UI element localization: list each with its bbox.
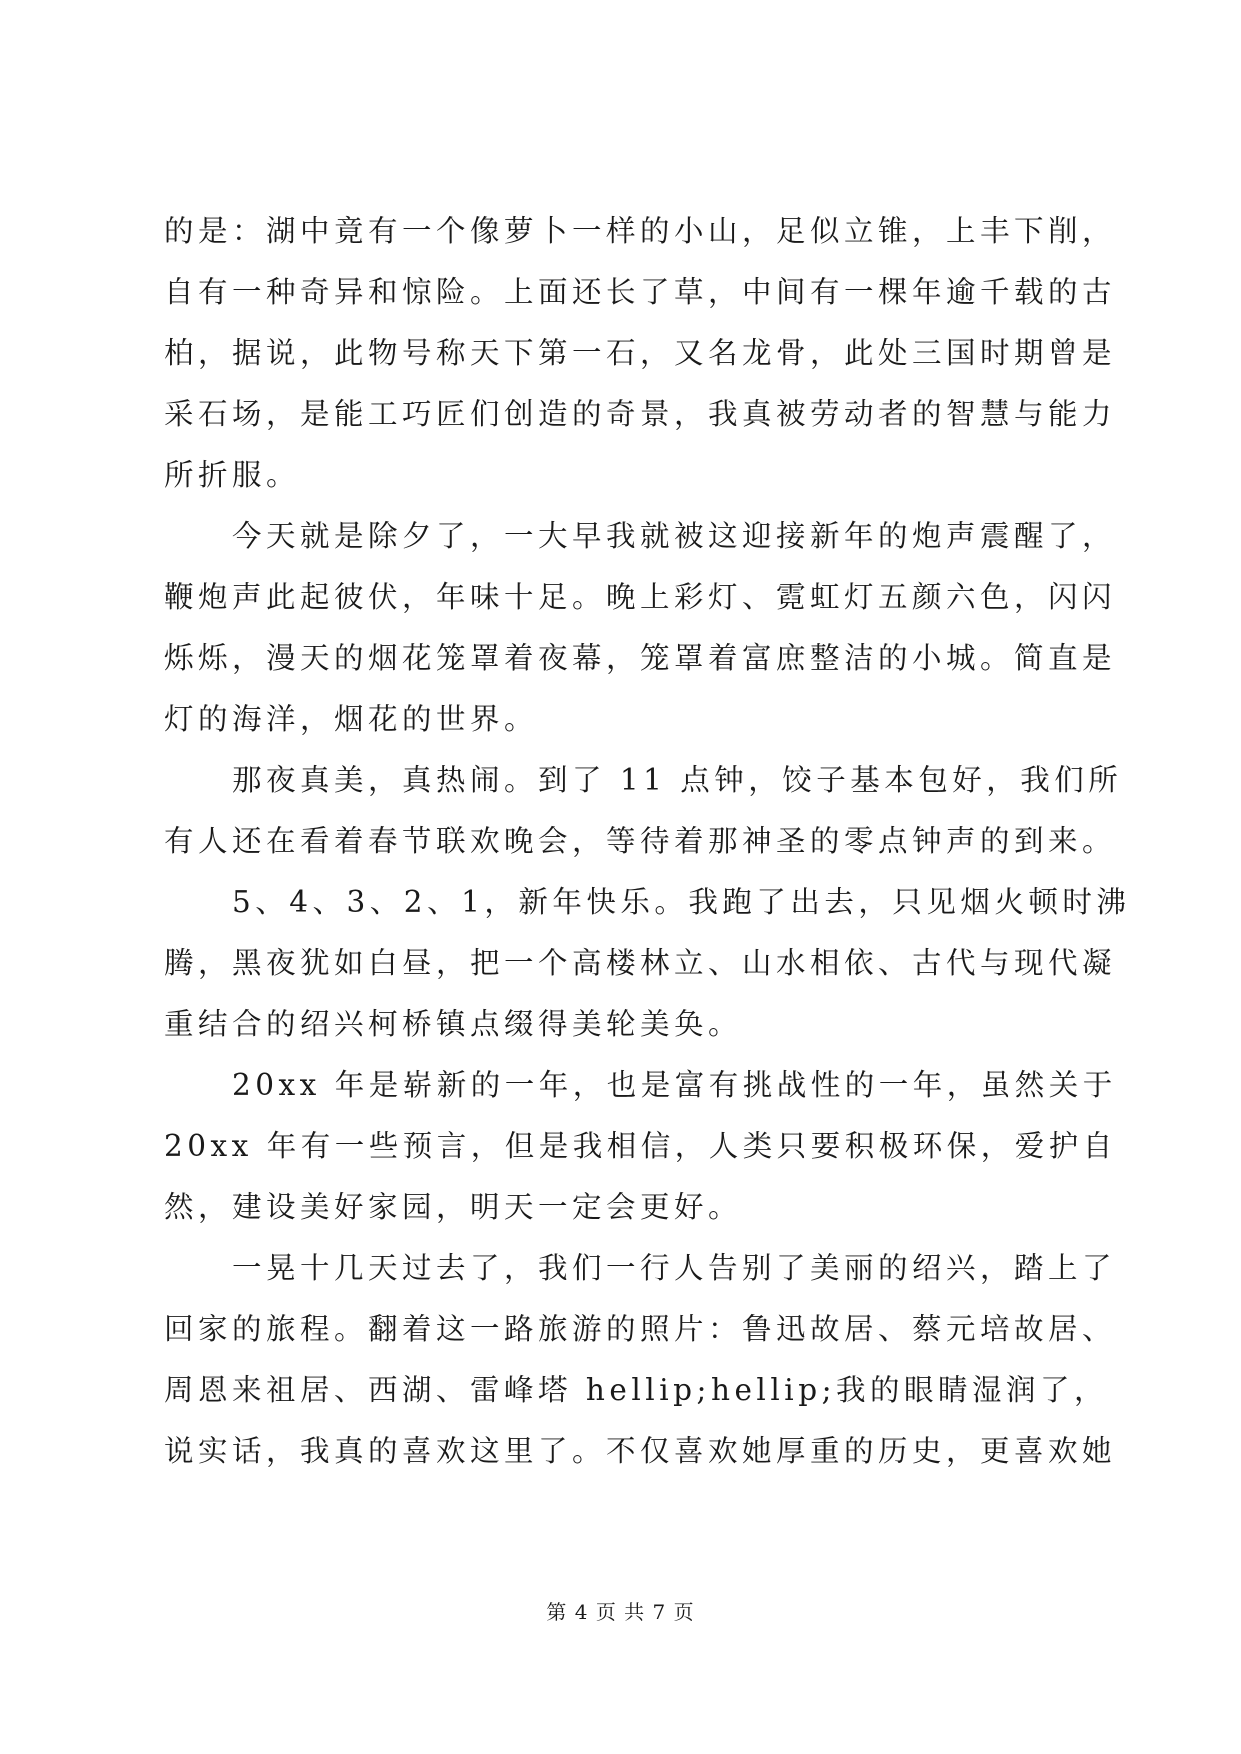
page-number-footer: 第 4 页 共 7 页 [546,1600,695,1624]
text-line: 烁烁，漫天的烟花笼罩着夜幕，笼罩着富庶整洁的小城。简直是 [164,641,1117,675]
text-line: 20xx 年是崭新的一年，也是富有挑战性的一年，虽然关于 [164,1068,1117,1102]
text-line: 腾，黑夜犹如白昼，把一个高楼林立、山水相依、古代与现代凝 [164,946,1117,980]
body-text [164,207,1131,1488]
text-line: 柏，据说，此物号称天下第一石，又名龙骨，此处三国时期曾是 [164,336,1117,370]
text-line: 一晃十几天过去了，我们一行人告别了美丽的绍兴，踏上了 [164,1251,1117,1285]
text-line: 的是：湖中竟有一个像萝卜一样的小山，足似立锥，上丰下削， [164,214,1117,248]
text-line: 5、4、3、2、1，新年快乐。我跑了出去，只见烟火顿时沸 [164,885,1131,919]
text-line: 重结合的绍兴柯桥镇点缀得美轮美奂。 [164,1007,743,1041]
text-line: 采石场，是能工巧匠们创造的奇景，我真被劳动者的智慧与能力 [164,397,1117,431]
text-line: 周恩来祖居、西湖、雷峰塔 hellip;hellip;我的眼睛湿润了， [164,1373,1109,1407]
text-line: 所折服。 [164,458,301,492]
text-line: 那夜真美，真热闹。到了 11 点钟，饺子基本包好，我们所 [164,763,1123,797]
text-line: 然，建设美好家园，明天一定会更好。 [164,1190,743,1224]
text-line: 说实话，我真的喜欢这里了。不仅喜欢她厚重的历史，更喜欢她 [164,1434,1117,1468]
text-line: 自有一种奇异和惊险。上面还长了草，中间有一棵年逾千载的古 [164,275,1117,309]
text-line: 鞭炮声此起彼伏，年味十足。晚上彩灯、霓虹灯五颜六色，闪闪 [164,580,1117,614]
text-line: 灯的海洋，烟花的世界。 [164,702,539,736]
text-line: 有人还在看着春节联欢晚会，等待着那神圣的零点钟声的到来。 [164,824,1117,858]
text-line: 回家的旅程。翻着这一路旅游的照片：鲁迅故居、蔡元培故居、 [164,1312,1117,1346]
text-line: 今天就是除夕了，一大早我就被这迎接新年的炮声震醒了， [164,519,1117,553]
text-line: 20xx 年有一些预言，但是我相信，人类只要积极环保，爱护自 [164,1129,1117,1163]
